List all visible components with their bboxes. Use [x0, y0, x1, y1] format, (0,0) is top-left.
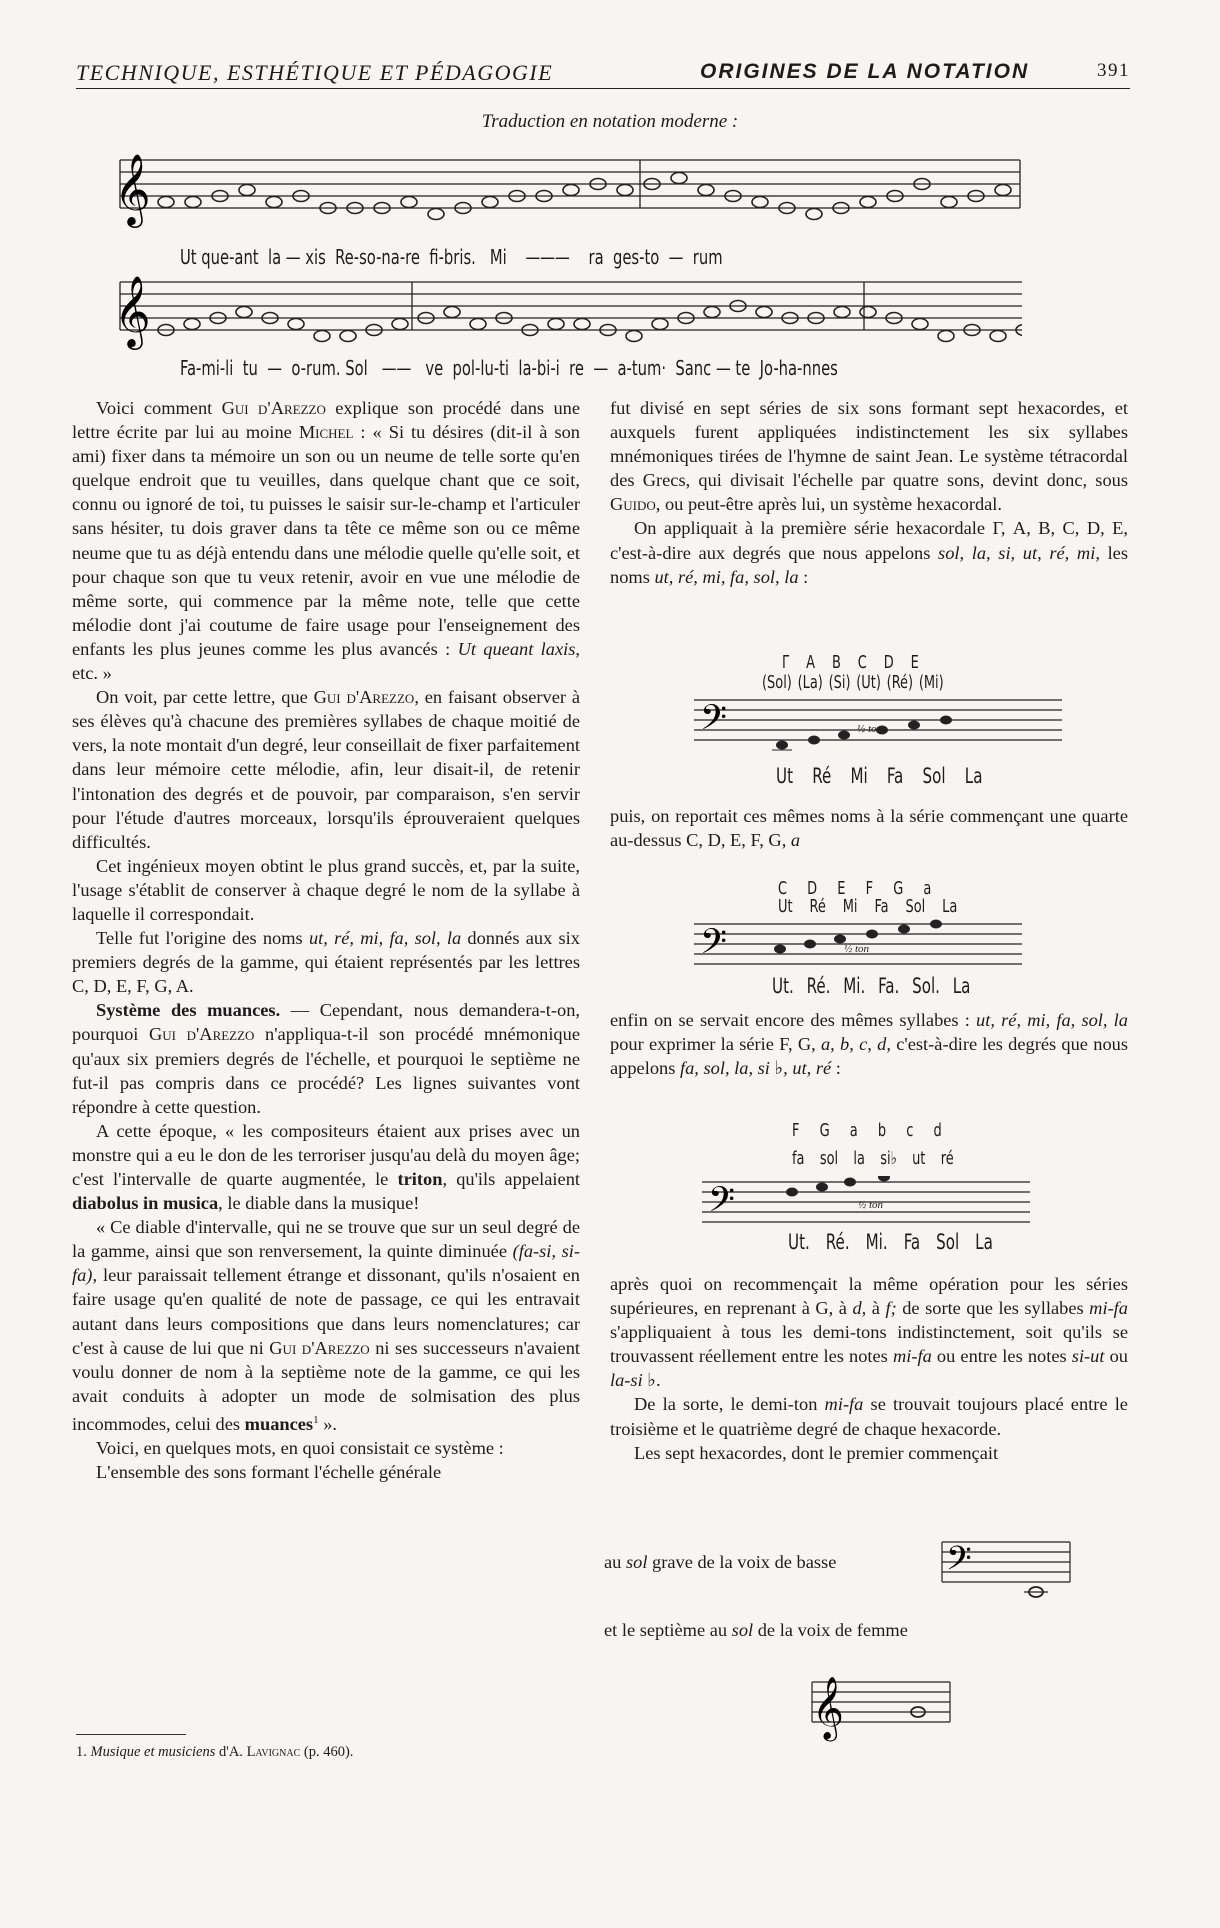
- note-head: [340, 331, 356, 342]
- right-column-block-1: [610, 396, 1128, 589]
- bass-voice-caption: au sol grave de la voix de basse: [604, 1552, 837, 1572]
- bass-clef-icon: 𝄢: [700, 921, 728, 970]
- paragraph: Telle fut l'origine des noms ut, ré, mi, fa, sol, la donnés aux six premiers degrés de la gamme, qui étaient représentés par les lettres C, D, E, F, G, A.: [72, 928, 580, 997]
- right-column-block-3: [610, 1008, 1128, 1080]
- example-syllables: Ut. Ré. Mi. Fa. Sol. La: [772, 974, 971, 998]
- note-head: [860, 197, 876, 208]
- note-head: [184, 319, 200, 330]
- note-head: [938, 331, 954, 342]
- paragraph: après quoi on recommençait la même opération pour les séries supérieures, en reprenant à G, à d, à f; de sorte que les syllabes mi-fa s'appliquaient à tous les demi-tons indistinctement, soit qu'ils se trouvassent réellement entre les notes mi-fa ou entre les notes si-ut ou la-si ♭.: [610, 1274, 1128, 1391]
- note-head: [912, 319, 928, 330]
- example-syllables: Ut Ré Mi Fa Sol La: [776, 764, 983, 788]
- note-head: [941, 197, 957, 208]
- note-head: [185, 197, 201, 208]
- paragraph: puis, on reportait ces mêmes noms à la série commençant une quarte au-dessus C, D, E, F, G, a: [610, 806, 1128, 851]
- footnote: 1. Musique et musiciens d'A. Lavignac (p. 460).: [76, 1744, 354, 1760]
- note-head: [626, 331, 642, 342]
- semitone-label: ½ ton: [844, 943, 870, 955]
- note-head: [563, 185, 579, 196]
- paragraph: Les sept hexacordes, dont le premier commençait: [634, 1442, 999, 1463]
- note-head: [652, 319, 668, 330]
- footnote-rule: [76, 1734, 186, 1735]
- paragraph: On voit, par cette lettre, que Gui d'Arezzo, en faisant observer à ses élèves qu'à chacune des premières syllabes de chaque moitié de vers, la note montait d'un degré, leur conseillait de fixer parfaitement dans leur mémoire cette mélodie, afin, leur disait-il, de retenir l'intonation des degrés et de pouvoir, par comparaison, s'en servir pour l'étude d'autres morceaux, lorsqu'ils éprouveraient quelques difficultés.: [72, 687, 580, 852]
- paragraph: De la sorte, le demi-ton mi-fa se trouvait toujours placé entre le troisième et le quatrième degré de chaque hexacorde.: [610, 1394, 1128, 1439]
- semitone-label: ½ ton: [858, 1199, 884, 1211]
- note-head: [806, 209, 822, 220]
- bass-staff: [692, 694, 1072, 764]
- paragraph: Voici comment Gui d'Arezzo explique son procédé dans une lettre écrite par lui au moine Michel : « Si tu désires (dit-il à son ami) fixer dans ta mémoire un son ou un neume de telle sorte qu'en quelque endroit que tu veuilles, dans quelque chant que ce soit, connu ou ignoré de toi, tu puisses le saisir sur-le-champ et l'articuler sans hésiter, tu dois graver dans ta tête ce même son ou ce même neume que tu as déjà entendu dans une mélodie quelle qu'elle soit, et pour chaque son que tu veux retenir, avoir en vue une mélodie de même sorte, qui commence par la même note, telle que cette mélodie dont j'ai coutume de faire usage pour l'enseignement des enfants les plus jeunes comme les plus avancés : Ut queant laxis, etc. »: [72, 398, 581, 684]
- note-head: [428, 209, 444, 220]
- running-header: [76, 58, 1130, 89]
- treble-clef-icon: 𝄞: [812, 1676, 844, 1739]
- hymn-lyrics-2: Fa-mi-li tu — o-rum. Sol —— ve pol-lu-ti la-bi-i re — a-tum· Sanc — te Jo-ha-nnes: [180, 356, 838, 380]
- semitone-label: ½ ton: [857, 723, 883, 735]
- note-head: [392, 319, 408, 330]
- note-head: [314, 331, 330, 342]
- note-head: [288, 319, 304, 330]
- left-column: [72, 396, 580, 1484]
- header-chapter-title: ORIGINES DE LA NOTATION: [700, 60, 1030, 83]
- note-head: [548, 319, 564, 330]
- treble-sol-staff: [810, 1650, 960, 1750]
- note-head: [698, 185, 714, 196]
- header-section-title: TECHNIQUE, ESTHÉTIQUE ET PÉDAGOGIE: [76, 60, 554, 85]
- notation-caption: Traduction en notation moderne :: [481, 111, 739, 132]
- hexachord-example-3: [700, 1106, 1040, 1256]
- note-head: [401, 197, 417, 208]
- hexachord-example-2: [692, 878, 1032, 998]
- note-head: [158, 197, 174, 208]
- paragraph: « Ce diable d'intervalle, qui ne se trouve que sur un seul degré de la gamme, ainsi que son renversement, la quinte diminuée (fa-si, si-fa), leur paraissait tellement étrange et dissonant, qu'ils n'osaient en faire usage qu'en qualité de note de passage, ce qui les entravait autant dans leurs compositions que dans leurs nomenclatures; car c'est à cause de lui que ni Gui d'Arezzo ni ses successeurs n'avaient voulu donner de nom à la septième note de la gamme, ce qui les avait conduits à adopter un mode de solmisation des plus incommodes, celui des muances$^1$ ».: [72, 1217, 581, 1435]
- right-column-block-2: [610, 804, 1128, 852]
- bass-clef-icon: 𝄢: [946, 1540, 972, 1586]
- hymn-lyrics-1: Ut que-ant la — xis Re-so-na-re fi-bris. Mi ——— ra ges-to — rum: [180, 245, 723, 269]
- hexachord-example-1: [692, 652, 1072, 792]
- page-number: 391: [1097, 60, 1130, 81]
- note-head: [236, 307, 252, 318]
- right-column-block-4: [610, 1272, 1128, 1465]
- treble-clef-icon: 𝄞: [114, 274, 151, 347]
- paragraph: Système des muances. — Cependant, nous demandera-t-on, pourquoi Gui d'Arezzo n'appliqua-t-il son procédé mnémonique qu'aux six premiers degrés de l'échelle, et pourquoi le septième ne fut-il pas compris dans ce procédé? Les lignes suivantes vont répondre à cette question.: [72, 1000, 580, 1117]
- paragraph: A cette époque, « les compositeurs étaient aux prises avec un monstre qui a eu le don de les terroriser jusqu'au delà du moyen âge; c'est l'intervalle de quarte augmentée, le triton, qu'ils appelaient diabolus in musica, le diable dans la musique!: [72, 1120, 580, 1214]
- note-head: [752, 197, 768, 208]
- example-letters: C D E F G a: [778, 878, 932, 899]
- paragraph: fut divisé en sept séries de six sons formant sept hexacordes, et auxquels furent appliquées indistinctement les six syllabes mnémoniques tirées de l'hymne de saint Jean. Le système tétracordal des Grecs, qui divisait l'échelle par quatre sons, devint donc, sous Guido, ou peut-être après lui, un système hexacordal.: [610, 398, 1128, 515]
- note-head: [266, 197, 282, 208]
- note-head: [860, 307, 876, 318]
- hymn-staff-1: [112, 140, 1022, 250]
- bass-sol-staff: [940, 1532, 1080, 1602]
- note-head: [482, 197, 498, 208]
- bass-clef-icon: 𝄢: [708, 1179, 736, 1228]
- note-head: [574, 319, 590, 330]
- example-old-names: fa sol la si♭ ut ré: [792, 1148, 954, 1169]
- note-head: [239, 185, 255, 196]
- note-head: [617, 185, 633, 196]
- paragraph: On appliquait à la première série hexacordale Γ, A, B, C, D, E, c'est-à-dire aux degrés que nous appelons sol, la, si, ut, ré, mi, les noms ut, ré, mi, fa, sol, la :: [610, 518, 1129, 587]
- note-head: [756, 307, 772, 318]
- example-syllables: Ut. Ré. Mi. Fa Sol La: [788, 1230, 993, 1254]
- note-head: [834, 307, 850, 318]
- example-top-syllables: Ut Ré Mi Fa Sol La: [778, 896, 958, 917]
- note-head: [704, 307, 720, 318]
- note-head: [990, 331, 1006, 342]
- footnote-marker: 1: [313, 1413, 319, 1426]
- note-head: [470, 319, 486, 330]
- treble-clef-icon: 𝄞: [114, 152, 151, 225]
- bass-staff: [700, 1176, 1040, 1236]
- paragraph: enfin on se servait encore des mêmes syllabes : ut, ré, mi, fa, sol, la pour exprimer la série F, G, a, b, c, d, c'est-à-dire les degrés que nous appelons fa, sol, la, si ♭, ut, ré :: [610, 1010, 1128, 1079]
- example-old-names: (Sol) (La) (Si) (Ut) (Ré) (Mi): [762, 672, 944, 693]
- bass-clef-icon: 𝄢: [700, 697, 728, 746]
- bass-staff: [692, 918, 1032, 978]
- example-letters: Γ A B C D E: [782, 652, 919, 673]
- hymn-staff-2: [112, 262, 1022, 362]
- note-head: [995, 185, 1011, 196]
- example-letters: F G a b c d: [792, 1120, 942, 1141]
- note-head: [444, 307, 460, 318]
- paragraph: L'ensemble des sons formant l'échelle générale: [96, 1462, 442, 1483]
- paragraph: Voici, en quelques mots, en quoi consistait ce système :: [96, 1438, 504, 1459]
- note-head: [671, 173, 687, 184]
- female-voice-caption: et le septième au sol de la voix de femme: [604, 1620, 908, 1640]
- paragraph: Cet ingénieux moyen obtint le plus grand succès, et, par la suite, l'usage s'établit de conserver à chaque degré le nom de la syllabe à laquelle il correspondait.: [72, 855, 580, 924]
